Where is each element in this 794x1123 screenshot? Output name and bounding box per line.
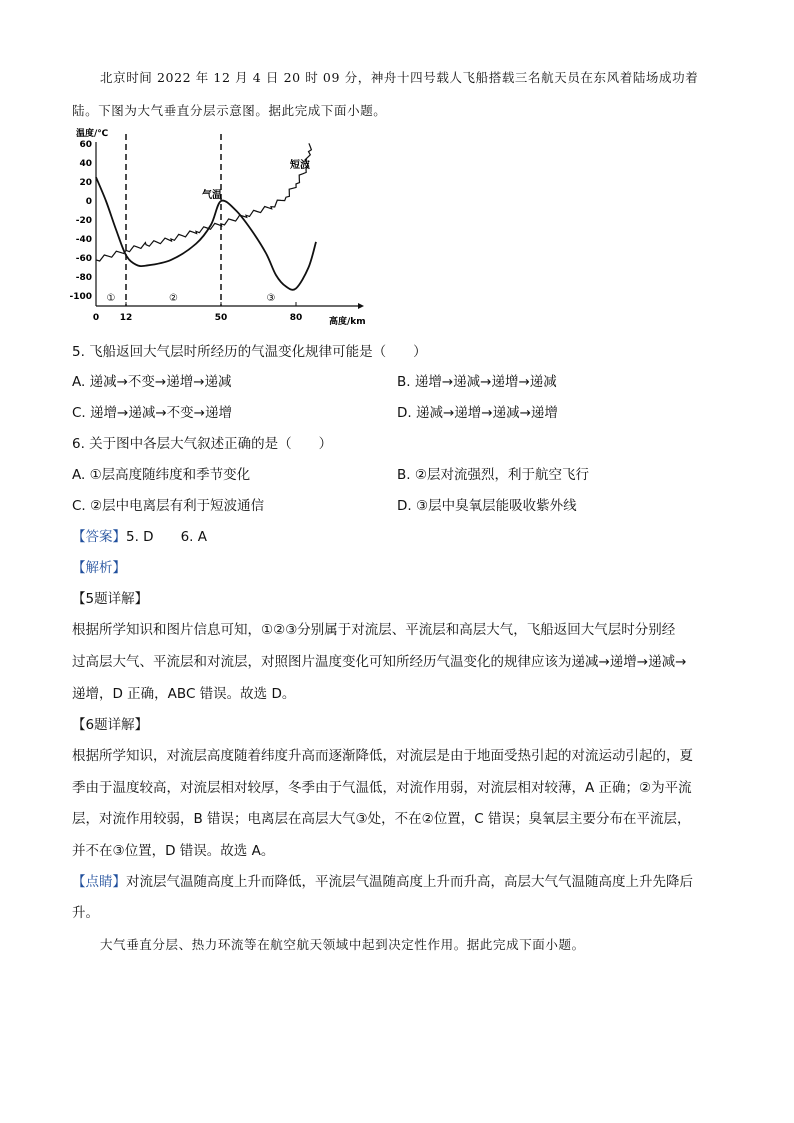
x-tick-label: 0 [92,313,100,323]
q6-option-c[interactable]: C. ②层中电离层有利于短波通信 [72,498,265,514]
q5-option-a[interactable]: A. 递减→不变→递增→递减 [72,374,232,390]
x-tick-label: 12 [119,313,133,323]
q6-option-b[interactable]: B. ②层对流强烈，利于航空飞行 [397,467,589,483]
detail-5-line-2: 过高层大气、平流层和对流层，对照图片温度变化可知所经历气温变化的规律应该为递减→递增→递减→ [72,654,687,670]
detail-6-title: 【6题详解】 [72,717,149,733]
y-tick-label: 0 [85,197,92,207]
answer-label: 【答案】 [72,529,126,545]
tip-line-2: 升。 [72,905,99,921]
x-tick-labels [93,302,302,323]
x-axis-label: 高度/km [329,317,366,327]
q6-option-d[interactable]: D. ③层中臭氧层能吸收紫外线 [397,498,577,514]
layer-boundary-lines [126,134,221,306]
q6-option-a[interactable]: A. ①层高度随纬度和季节变化 [72,467,251,483]
chart-axes [96,142,364,309]
x-tick-label: 50 [214,313,228,323]
intro-line-2: 陆。下图为大气垂直分层示意图。据此完成下面小题。 [72,103,387,118]
tip-line-1 [72,870,693,890]
y-tick-label: -60 [75,254,92,264]
analysis-label: 【解析】 [72,560,126,576]
series-label-shortwave: 短波 [290,160,310,171]
y-tick-label: 20 [79,178,92,188]
y-tick-labels [69,140,92,302]
layer-labels [107,293,276,304]
layer-label: ③ [266,293,276,304]
detail-6-line-3: 层，对流作用较弱，B 错误；电离层在高层大气③处，不在②位置，C 错误；臭氧层主要分布在平流层， [72,811,691,827]
detail-5-title: 【5题详解】 [72,591,149,607]
chart-series [96,143,316,290]
y-tick-label: 60 [79,140,92,150]
q6-stem: 6. 关于图中各层大气叙述正确的是（ ） [72,436,333,452]
layer-label: ② [169,293,178,304]
detail-6-line-2: 季由于温度较高，对流层相对较厚，冬季由于气温低，对流作用弱，对流层相对较薄，A 正确；②为平流 [72,780,692,796]
q5-option-c[interactable]: C. 递增→递减→不变→递增 [72,405,232,421]
series-label-temperature: 气温 [202,190,222,201]
intro-line-1: 北京时间 2022 年 12 月 4 日 20 时 09 分，神舟十四号载人飞船搭载三名航天员在东风着陆场成功着 [100,70,699,85]
atmosphere-layer-chart [69,128,372,328]
x-axis-arrow [358,303,364,309]
x-tick-label: 80 [289,313,303,323]
shortwave-line [96,143,311,261]
y-tick-label: -80 [75,273,92,283]
q5-option-d[interactable]: D. 递减→递增→递减→递增 [397,405,558,421]
tip-text: 对流层气温随高度上升而降低，平流层气温随高度上升而升高，高层大气气温随高度上升先降后 [126,874,693,890]
y-tick-label: -20 [75,216,92,226]
layer-label: ① [106,293,116,304]
y-axis-label: 温度/℃ [76,129,109,139]
detail-6-line-1: 根据所学知识，对流层高度随着纬度升高而逐渐降低，对流层是由于地面受热引起的对流运动引起的，夏 [72,748,693,764]
outro-line: 大气垂直分层、热力环流等在航空航天领域中起到决定性作用。据此完成下面小题。 [100,937,585,952]
tip-label: 【点睛】 [72,874,126,890]
answer-line [72,525,207,545]
detail-5-line-3: 递增，D 正确，ABC 错误。故选 D。 [72,686,296,702]
detail-5-line-1: 根据所学知识和图片信息可知，①②③分别属于对流层、平流层和高层大气，飞船返回大气层时分别经 [72,622,676,638]
y-tick-label: -100 [69,292,92,302]
y-tick-label: 40 [79,159,92,169]
q5-option-b[interactable]: B. 递增→递减→递增→递减 [397,374,557,390]
y-tick-label: -40 [75,235,92,245]
q5-stem: 5. 飞船返回大气层时所经历的气温变化规律可能是（ ） [72,344,427,360]
detail-6-line-4: 并不在③位置，D 错误。故选 A。 [72,843,275,859]
answer-value: 5. D 6. A [126,529,207,545]
